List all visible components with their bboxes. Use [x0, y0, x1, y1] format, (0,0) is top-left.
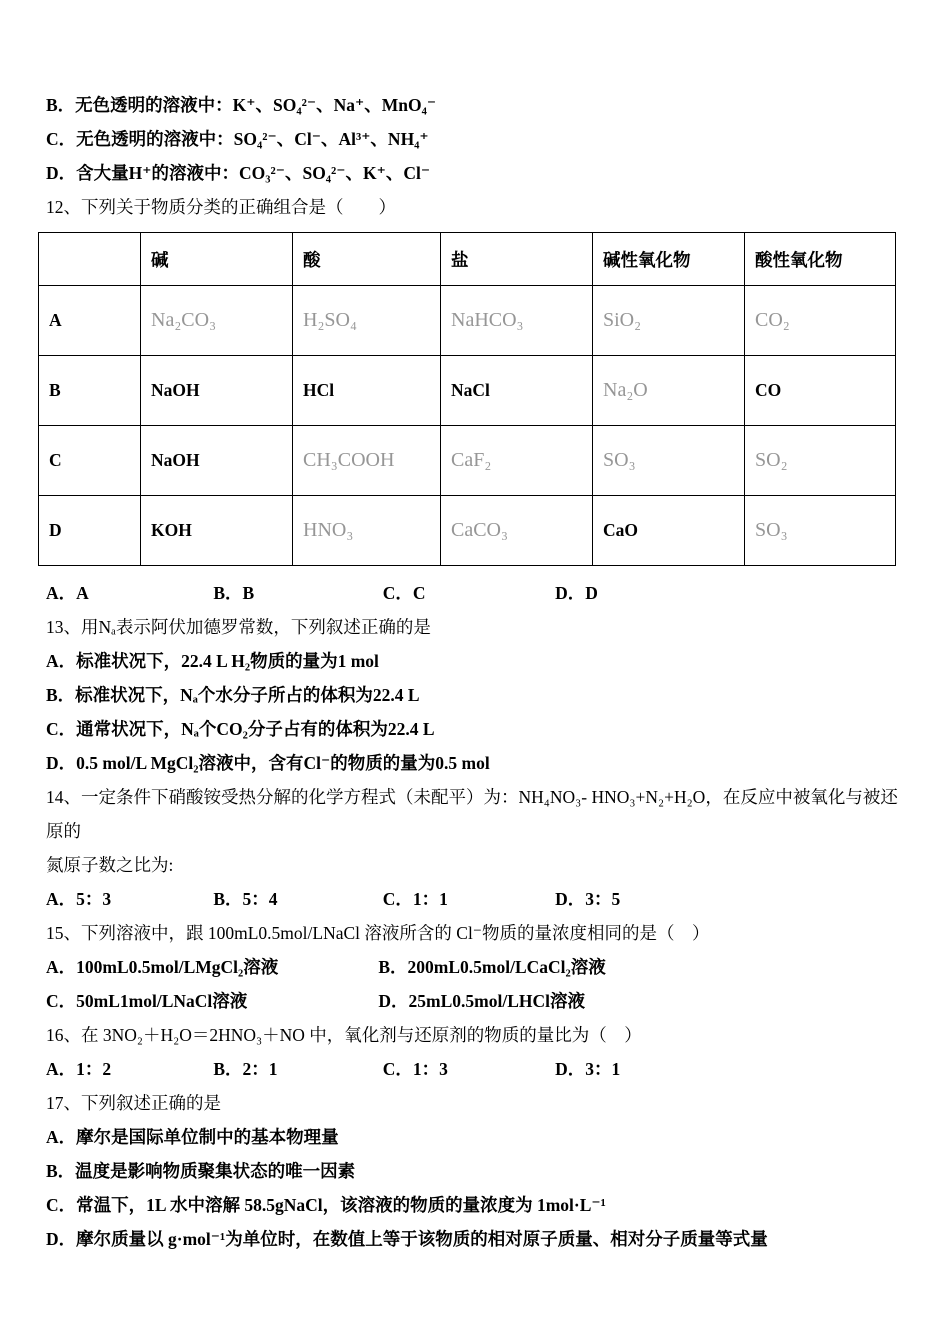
- q15-options-row2: [46, 984, 902, 1018]
- table-cell: SiO₂: [593, 286, 745, 356]
- q11-option-c: C．无色透明的溶液中：SO₄²⁻、Cl⁻、Al³⁺、NH₄⁺: [46, 129, 429, 149]
- table-cell: SO₃: [745, 496, 896, 566]
- table-corner-cell: [39, 233, 141, 286]
- table-header-basic-oxide: 碱性氧化物: [593, 233, 745, 286]
- row-label-a: A: [39, 286, 141, 356]
- table-cell: NaCl: [441, 356, 593, 426]
- table-header-base: 碱: [141, 233, 293, 286]
- q13-option-a: A．标准状况下，22.4 L H₂物质的量为1 mol: [46, 651, 379, 671]
- q15-options-row1: [46, 950, 902, 984]
- table-cell: NaHCO₃: [441, 286, 593, 356]
- q14-option-a: A．5：3: [46, 889, 112, 909]
- q12-stem: 12、下列关于物质分类的正确组合是（ ）: [46, 197, 396, 217]
- table-cell: CO: [745, 356, 896, 426]
- q14-stem-line2: 氮原子数之比为:: [46, 855, 174, 875]
- row-label-c: C: [39, 426, 141, 496]
- table-cell: HNO₃: [293, 496, 441, 566]
- row-label-b: B: [39, 356, 141, 426]
- q12-answer-row: [46, 576, 902, 610]
- row-label-d: D: [39, 496, 141, 566]
- q12-option-a: A．A: [46, 583, 89, 603]
- table-cell: KOH: [141, 496, 293, 566]
- q11-option-d: D．含大量H⁺的溶液中：CO₃²⁻、SO₄²⁻、K⁺、Cl⁻: [46, 163, 431, 183]
- q17-option-d: D．摩尔质量以 g·mol⁻¹为单位时，在数值上等于该物质的相对原子质量、相对分子质量等式量: [46, 1229, 768, 1249]
- table-cell: NaOH: [141, 356, 293, 426]
- table-cell: H₂SO₄: [293, 286, 441, 356]
- table-header-acidic-oxide: 酸性氧化物: [745, 233, 896, 286]
- table-cell: CH₃COOH: [293, 426, 441, 496]
- q14-option-c: C．1：1: [382, 889, 448, 909]
- q11-option-b: B．无色透明的溶液中：K⁺、SO₄²⁻、Na⁺、MnO₄⁻: [46, 95, 437, 115]
- q15-option-a: A．100mL0.5mol/LMgCl₂溶液: [46, 957, 279, 977]
- table-cell: HCl: [293, 356, 441, 426]
- q12-classification-table: [38, 232, 896, 566]
- table-header-row: [39, 233, 896, 286]
- q16-options-row: [46, 1052, 902, 1086]
- q17-stem: 17、下列叙述正确的是: [46, 1093, 221, 1113]
- table-cell: NaOH: [141, 426, 293, 496]
- q16-option-b: B．2：1: [213, 1059, 278, 1079]
- table-cell: CaF₂: [441, 426, 593, 496]
- table-cell: CO₂: [745, 286, 896, 356]
- q12-option-c: C．C: [382, 583, 426, 603]
- q13-option-d: D．0.5 mol/L MgCl₂溶液中，含有Cl⁻的物质的量为0.5 mol: [46, 753, 490, 773]
- table-header-salt: 盐: [441, 233, 593, 286]
- q15-option-c: C．50mL1mol/LNaCl溶液: [46, 991, 248, 1011]
- q17-option-b: B．温度是影响物质聚集状态的唯一因素: [46, 1161, 356, 1181]
- q13-stem: 13、用Nₐ表示阿伏加德罗常数，下列叙述正确的是: [46, 617, 431, 637]
- table-header-acid: 酸: [293, 233, 441, 286]
- q12-option-b: B．B: [213, 583, 255, 603]
- q17-option-a: A．摩尔是国际单位制中的基本物理量: [46, 1127, 339, 1147]
- q15-option-b: B．200mL0.5mol/LCaCl₂溶液: [378, 957, 606, 977]
- table-row-d: [39, 496, 896, 566]
- q15-option-d: D．25mL0.5mol/LHCl溶液: [378, 991, 585, 1011]
- table-cell: CaO: [593, 496, 745, 566]
- q14-options-row: [46, 882, 902, 916]
- q16-option-a: A．1：2: [46, 1059, 112, 1079]
- q13-option-b: B．标准状况下，Nₐ个水分子所占的体积为22.4 L: [46, 685, 420, 705]
- table-cell: Na₂CO₃: [141, 286, 293, 356]
- q16-option-c: C．1：3: [382, 1059, 448, 1079]
- table-cell: CaCO₃: [441, 496, 593, 566]
- q14-option-b: B．5：4: [213, 889, 278, 909]
- q12-option-d: D．D: [555, 583, 598, 603]
- q13-option-c: C．通常状况下，Nₐ个CO₂分子占有的体积为22.4 L: [46, 719, 435, 739]
- q14-option-d: D．3：5: [555, 889, 621, 909]
- table-cell: SO₃: [593, 426, 745, 496]
- q16-option-d: D．3：1: [555, 1059, 621, 1079]
- table-row-b: [39, 356, 896, 426]
- table-cell: SO₂: [745, 426, 896, 496]
- q16-stem: 16、在 3NO₂＋H₂O＝2HNO₃＋NO 中，氧化剂与还原剂的物质的量比为（ ）: [46, 1025, 642, 1045]
- table-row-c: [39, 426, 896, 496]
- table-row-a: [39, 286, 896, 356]
- table-cell: Na₂O: [593, 356, 745, 426]
- q17-option-c: C．常温下，1L 水中溶解 58.5gNaCl，该溶液的物质的量浓度为 1mol·L⁻¹: [46, 1195, 606, 1215]
- q15-stem: 15、下列溶液中，跟 100mL0.5mol/LNaCl 溶液所含的 Cl⁻物质的量浓度相同的是（ ）: [46, 923, 710, 943]
- q14-stem-line1: 14、一定条件下硝酸铵受热分解的化学方程式（未配平）为：NH₄NO₃- HNO₃+N₂+H₂O，在反应中被氧化与被还原的: [46, 787, 898, 841]
